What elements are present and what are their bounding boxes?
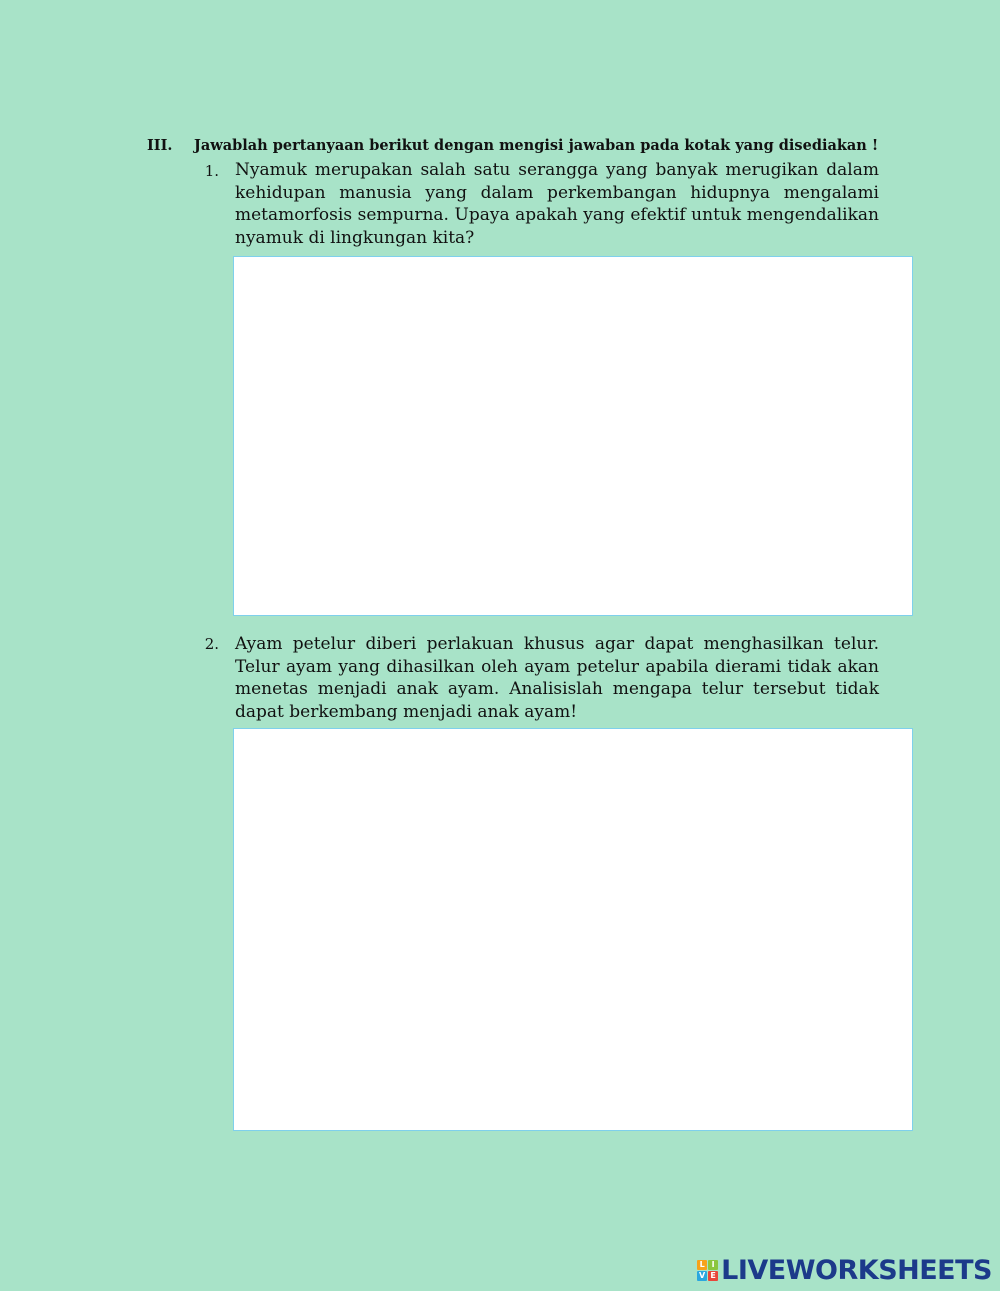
question-2-number: 2.	[204, 635, 219, 653]
question-2-text: Ayam petelur diberi perlakuan khusus agar dapat menghasilkan telur. Telur ayam yang dihasilkan oleh ayam petelur apabila dierami tidak akan menetas menjadi anak ayam. Analisislah mengapa telur tersebut tidak dapat berkembang menjadi anak ayam!	[235, 634, 879, 722]
answer-box-2[interactable]	[233, 728, 913, 1131]
logo-letter-l: L	[697, 1260, 707, 1270]
question-1-text: Nyamuk merupakan salah satu serangga yang banyak merugikan dalam kehidupan manusia yang dalam perkembangan hidupnya mengalami metamorfosis sempurna. Upaya apakah yang efektif untuk mengendalikan nyamuk di lingkungan kita?	[235, 160, 879, 248]
logo-letter-e: E	[708, 1271, 718, 1281]
section-heading	[147, 137, 907, 154]
section-number: III.	[147, 137, 173, 154]
liveworksheets-logo	[697, 1255, 992, 1285]
logo-mark	[697, 1260, 718, 1281]
answer-box-1[interactable]	[233, 256, 913, 616]
logo-letter-v: V	[699, 1270, 706, 1280]
question-1-number: 1.	[204, 162, 219, 180]
logo-letter-i: I	[708, 1260, 718, 1270]
section-instruction: Jawablah pertanyaan berikut dengan mengisi jawaban pada kotak yang disediakan !	[194, 137, 879, 154]
logo-text: LIVEWORKSHEETS	[721, 1254, 992, 1286]
